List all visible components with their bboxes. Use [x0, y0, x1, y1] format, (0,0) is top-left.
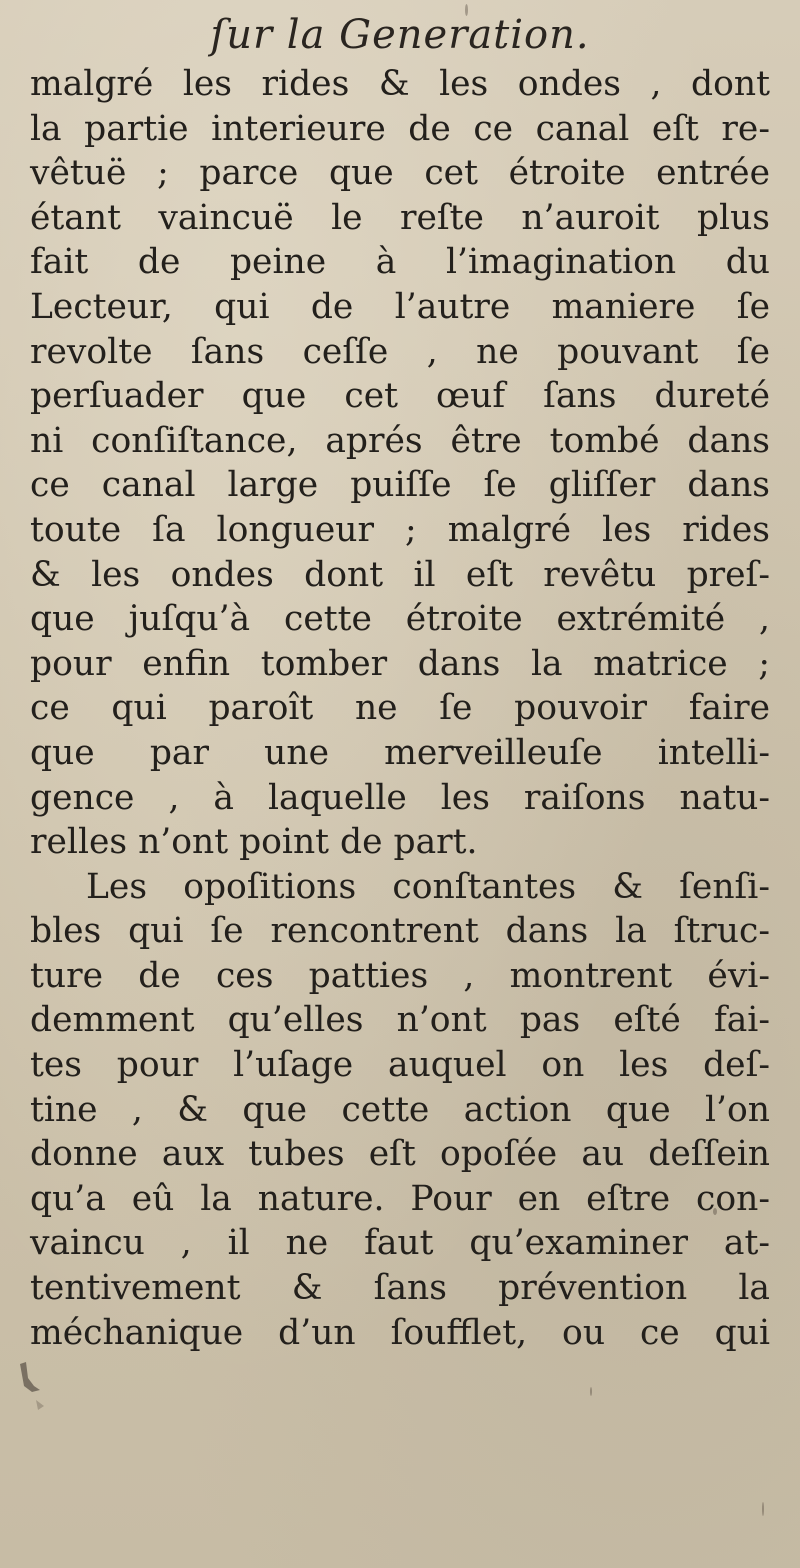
text-line: demment qu’elles n’ont pas eſté fai- — [30, 1000, 770, 1041]
text-line: perſuader que cet œuf ſans dureté — [30, 376, 770, 417]
text-line: vêtuë ; parce que cet étroite entrée — [30, 153, 770, 194]
ink-blot-mark — [14, 1360, 54, 1420]
paper-speck — [762, 1502, 764, 1516]
text-line: ture de ces patties , montrent évi- — [30, 955, 770, 996]
text-line: gence , à laquelle les raiſons natu- — [30, 777, 770, 818]
text-line: qu’a eû la nature. Pour en eſtre con- — [30, 1178, 770, 1219]
text-line: Les opoſitions conſtantes & ſenſi- — [86, 866, 770, 907]
text-line: tentivement & ſans prévention la — [30, 1268, 770, 1309]
paper-speck — [465, 4, 468, 16]
text-line: bles qui ſe rencontrent dans la ſtruc- — [30, 911, 770, 952]
body-text — [30, 62, 770, 1355]
text-line: donne aux tubes eſt opoſée au deſſein — [30, 1134, 770, 1175]
paper-speck — [713, 1208, 717, 1215]
text-line: pour enfin tomber dans la matrice ; — [30, 643, 770, 684]
text-line: étant vaincuë le reſte n’auroit plus — [30, 197, 770, 238]
text-line: ni conſiſtance, aprés être tombé dans — [30, 420, 770, 461]
text-line: que juſqu’à cette étroite extrémité , — [30, 599, 770, 640]
text-line: la partie interieure de ce canal eſt re- — [30, 108, 770, 149]
text-line: Lecteur, qui de l’autre maniere ſe — [30, 286, 770, 327]
paper-speck — [590, 1387, 592, 1396]
text-line: que par une merveilleuſe intelli- — [30, 732, 770, 773]
text-line: tine , & que cette action que l’on — [30, 1089, 770, 1130]
text-line: revolte ſans ceſſe , ne pouvant ſe — [30, 331, 770, 372]
text-line: vaincu , il ne faut qu’examiner at- — [30, 1223, 770, 1264]
text-line: toute ſa longueur ; malgré les rides — [30, 509, 770, 550]
text-line: méchanique d’un ſoufflet, ou ce qui — [30, 1312, 770, 1353]
text-line: fait de peine à l’imagination du — [30, 242, 770, 283]
text-line: ce qui paroît ne ſe pouvoir faire — [30, 688, 770, 729]
text-line: malgré les rides & les ondes , dont — [30, 64, 770, 104]
text-line: tes pour l’uſage auquel on les deſ- — [30, 1045, 770, 1086]
running-head: ſur la Generation. — [210, 12, 590, 58]
text-line: relles n’ont point de part. — [30, 822, 478, 863]
text-line: ce canal large puiſſe ſe gliſſer dans — [30, 465, 770, 506]
text-line: & les ondes dont il eſt revêtu preſ- — [30, 554, 770, 595]
